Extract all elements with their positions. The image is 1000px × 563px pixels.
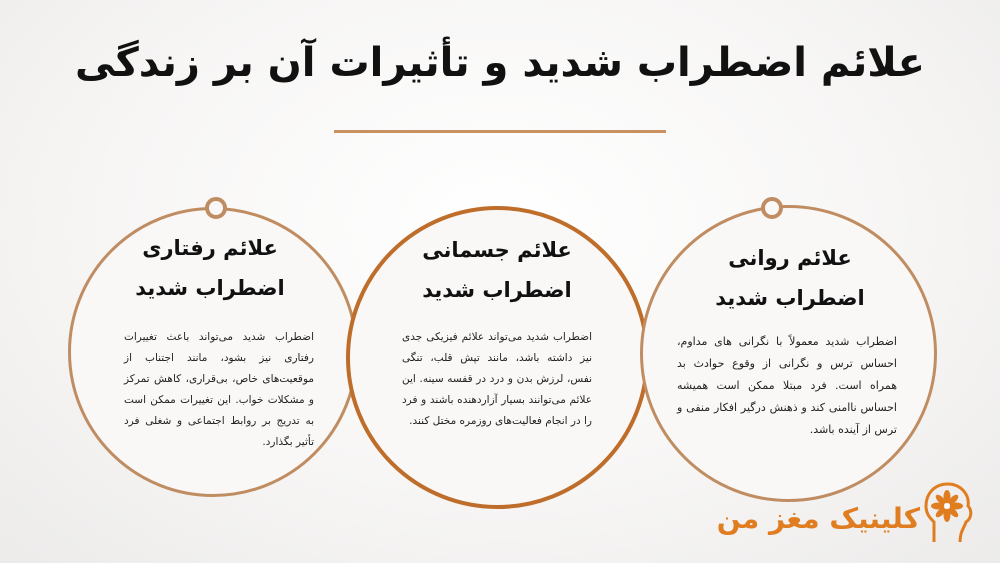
heading-line2: اضطراب شدید [422, 278, 572, 302]
psychological-symptoms-heading [675, 238, 905, 318]
heading-line1: علائم رفتاری [142, 236, 278, 260]
head-flower-icon [920, 480, 976, 546]
physical-symptoms-heading [387, 230, 607, 310]
card-connector-knob-left [205, 197, 227, 219]
clinic-logo [716, 480, 986, 550]
heading-line1: علائم روانی [728, 246, 852, 270]
behavioral-symptoms-text: اضطراب شدید می‌تواند باعث تغییرات رفتاری نیز بشود، مانند اجتناب از موقعیت‌های خاص، بی‌قراری، کاهش تمرکز و مشکلات خواب. این تغییرات ممکن است به تدریج بر روابط اجتماعی و شغلی فرد تأثیر بگذارد. [124, 331, 314, 448]
title-divider [334, 130, 666, 133]
page-title: علائم اضطراب شدید و تأثیرات آن بر زندگی [75, 40, 925, 86]
psychological-symptoms-text: اضطراب شدید معمولاً با نگرانی های مداوم، احساس ترس و نگرانی از وقوع حوادث بد همراه است. فرد مبتلا ممکن است همیشه احساس ناامنی کند و ذهنش درگیر افکار منفی و ترس از آینده باشد. [677, 335, 897, 436]
heading-line2: اضطراب شدید [135, 276, 285, 300]
card-connector-knob-right [761, 197, 783, 219]
heading-line2: اضطراب شدید [715, 286, 865, 310]
physical-symptoms-text: اضطراب شدید می‌تواند علائم فیزیکی جدی نیز داشته باشد، مانند تپش قلب، تنگی نفس، لرزش بدن و درد در قفسه سینه. این علائم می‌توانند بسیار آزاردهنده باشند و فرد را در انجام فعالیت‌های روزمره مختل کنند. [402, 331, 592, 427]
heading-line1: علائم جسمانی [422, 238, 572, 262]
logo-text: کلینیک مغز من [716, 502, 920, 535]
behavioral-symptoms-heading [100, 228, 320, 308]
